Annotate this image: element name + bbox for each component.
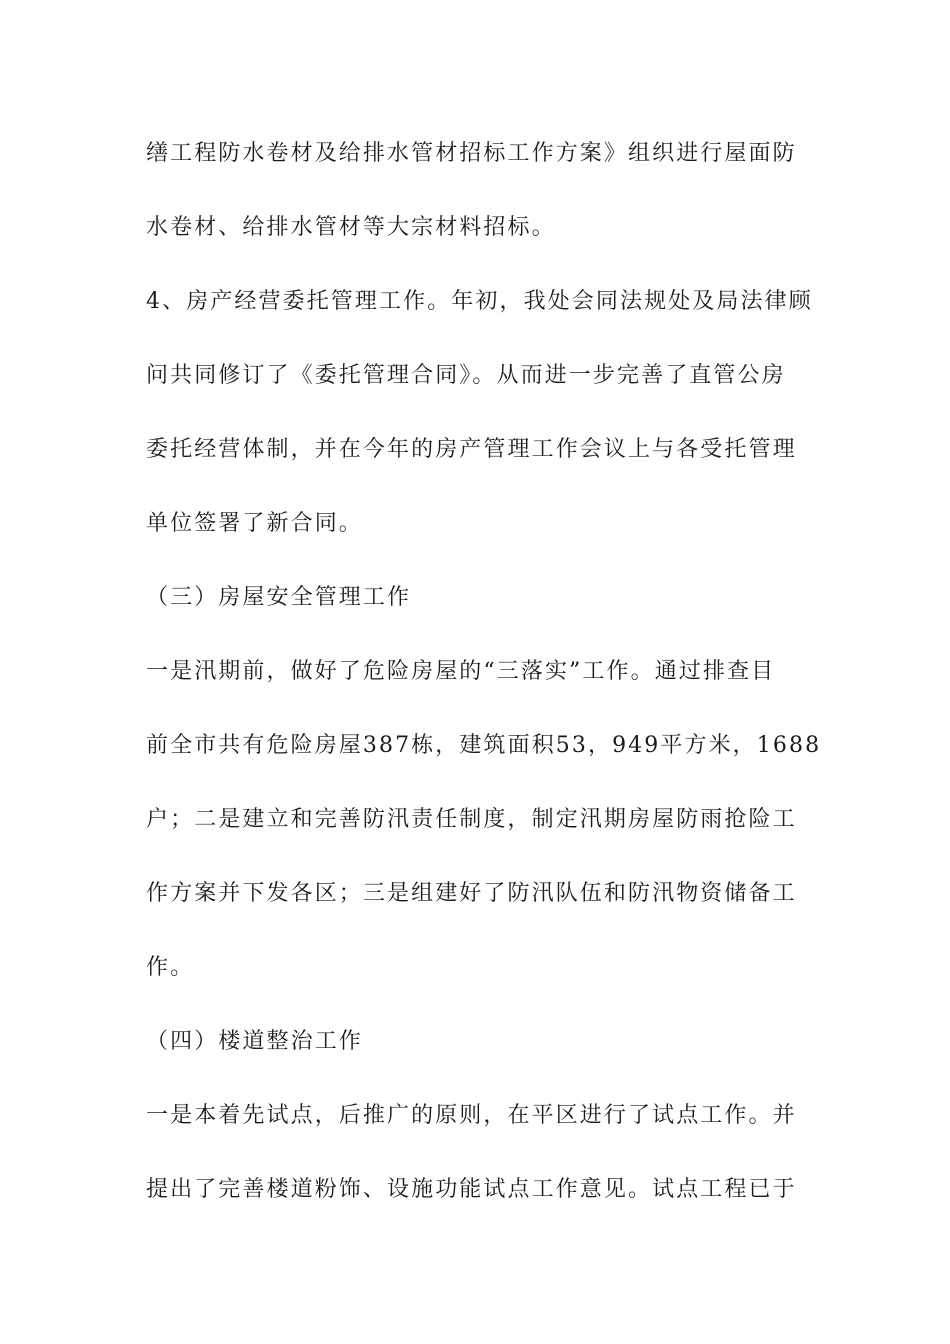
paragraph-line: 户；二是建立和完善防汛责任制度，制定汛期房屋防雨抢险工 xyxy=(146,807,797,832)
paragraph-line: 单位签署了新合同。 xyxy=(146,511,363,536)
section-heading-3: （三）房屋安全管理工作 xyxy=(146,585,412,610)
paragraph-line: 4、房产经营委托管理工作。年初，我处会同法规处及局法律顾 xyxy=(146,289,813,314)
paragraph-line: 提出了完善楼道粉饰、设施功能试点工作意见。试点工程已于 xyxy=(146,1177,797,1202)
paragraph-line: 缮工程防水卷材及给排水管材招标工作方案》组织进行屋面防 xyxy=(146,141,797,166)
paragraph-line: 作。 xyxy=(146,955,195,980)
paragraph-line: 问共同修订了《委托管理合同》。从而进一步完善了直管公房 xyxy=(146,363,786,388)
paragraph-line: 一是汛期前，做好了危险房屋的“三落实”工作。通过排查目 xyxy=(146,659,776,684)
paragraph-line: 前全市共有危险房屋387栋，建筑面积53，949平方米，1688 xyxy=(146,733,822,758)
paragraph-line: 委托经营体制，并在今年的房产管理工作会议上与各受托管理 xyxy=(146,437,797,462)
paragraph-line: 作方案并下发各区；三是组建好了防汛队伍和防汛物资储备工 xyxy=(146,881,797,906)
paragraph-line: 水卷材、给排水管材等大宗材料招标。 xyxy=(146,215,556,240)
section-heading-4: （四）楼道整治工作 xyxy=(146,1029,363,1054)
paragraph-line: 一是本着先试点，后推广的原则，在平区进行了试点工作。并 xyxy=(146,1103,797,1128)
